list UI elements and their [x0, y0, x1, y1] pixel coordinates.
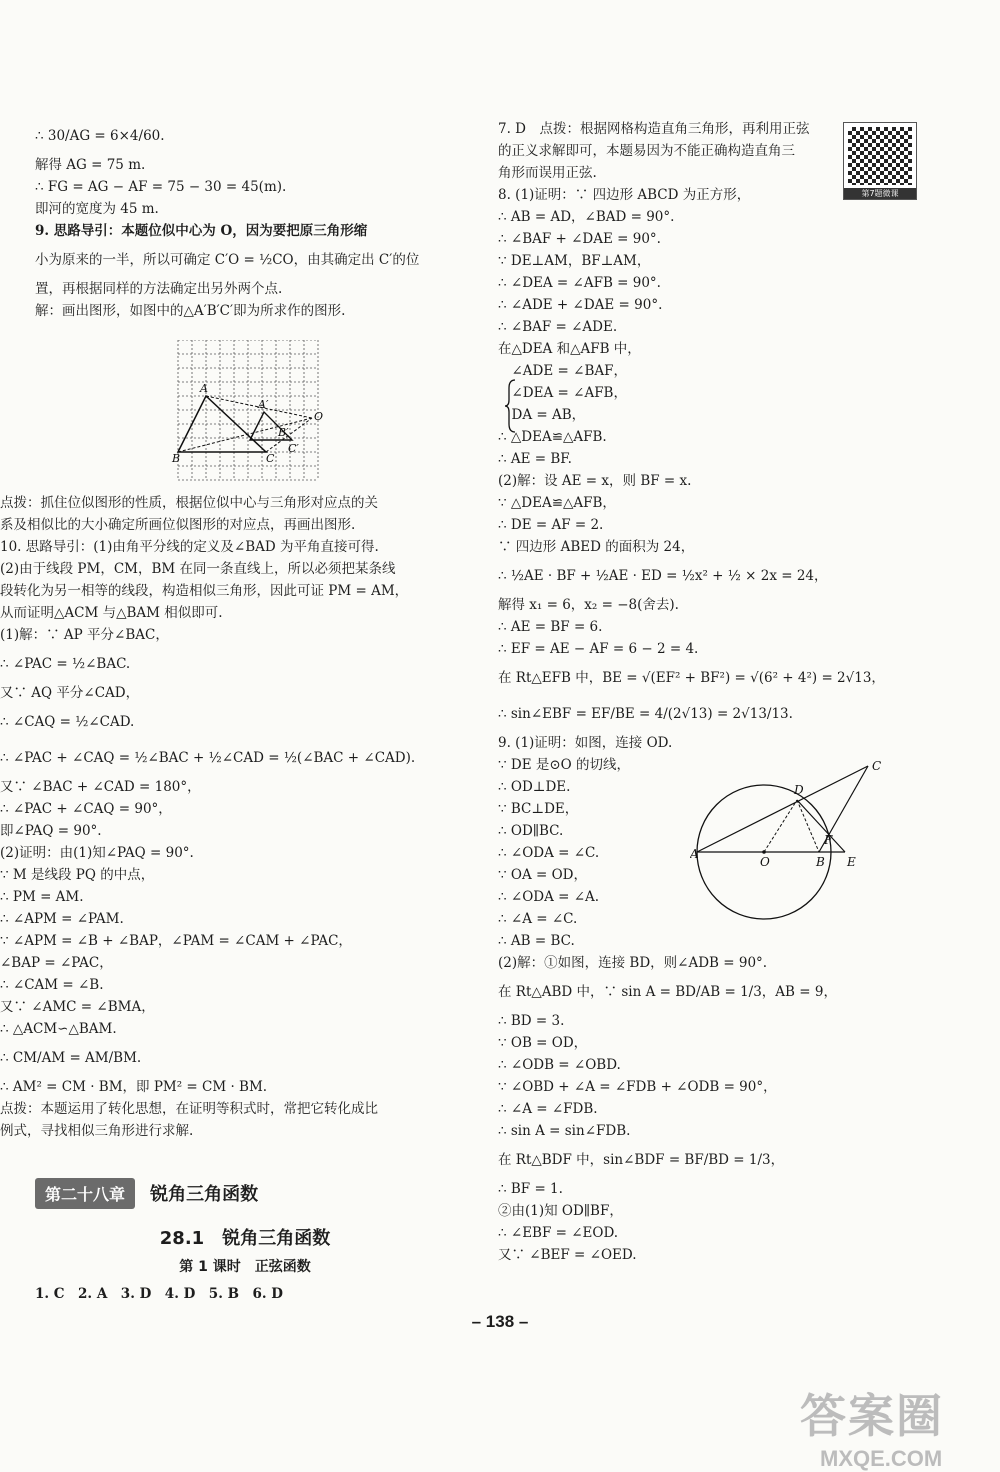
text-line: ∵ M 是线段 PQ 的中点， [0, 867, 155, 883]
text-line: 在 Rt△EFB 中，BE = √(EF² + BF²) = √(6² + 4²) = 2√13， [498, 670, 885, 686]
section-title: 28.1 锐角三角函数 [159, 1228, 331, 1249]
figure-label: F [824, 833, 833, 847]
figure-label: C [872, 760, 882, 773]
chapter-number: 第二十八章 [35, 1178, 135, 1209]
text-line: ∴ ∠BAF + ∠DAE = 90°. [498, 231, 661, 247]
text-line: ∴ ∠PAC + ∠CAQ = ½∠BAC + ½∠CAD = ½(∠BAC + ∠CAD). [0, 750, 416, 766]
watermark-logo: 答案圈 [800, 1390, 944, 1442]
text-line: 又∵ AQ 平分∠CAD， [0, 685, 140, 701]
figure-label: A [690, 847, 699, 861]
text-line: 在 Rt△ABD 中，∵ sin A = BD/AB = 1/3，AB = 9， [498, 984, 837, 1000]
text-line: ∴ PM = AM. [0, 889, 84, 905]
text-line: ∴ sin A = sin∠FDB. [498, 1123, 631, 1139]
figure-label: D [794, 783, 804, 797]
text-line: ∵ OA = OD， [498, 867, 587, 883]
text-line: 又∵ ∠BEF = ∠OED. [498, 1247, 637, 1263]
text-line: 例式，寻找相似三角形进行求解. [0, 1123, 194, 1139]
text-line: 10. 思路导引：(1)由角平分线的定义及∠BAD 为平角直接可得. [0, 539, 379, 555]
text-line: 小为原来的一半，所以可确定 C′O = ½CO，由其确定出 C′的位 [35, 252, 420, 268]
figure-label: O [314, 410, 324, 423]
text-line: ∴ ∠APM = ∠PAM. [0, 911, 124, 927]
text-line: 置，再根据同样的方法确定出另外两个点. [35, 281, 283, 297]
text-line: ∴ ∠ODA = ∠C. [498, 845, 600, 861]
text-line: ∵ 四边形 ABED 的面积为 24， [498, 539, 695, 555]
text-line: DA = AB， [498, 407, 586, 423]
qr-pattern [848, 127, 912, 185]
text-line: ∠DEA = ∠AFB， [498, 385, 627, 401]
text-line: ∴ AE = BF. [498, 451, 572, 467]
text-line: ∴ AB = BC. [498, 933, 575, 949]
text-line: 从而证明△ACM 与△BAM 相似即可. [0, 605, 223, 621]
text-line: ∴ ∠A = ∠C. [498, 911, 578, 927]
homothety-grid-figure [170, 340, 330, 490]
text-line: 解得 AG = 75 m. [35, 157, 146, 173]
text-line: 点拨：抓住位似图形的性质，根据位似中心与三角形对应点的关 [0, 495, 378, 511]
text-line: 9. 思路导引：本题位似中心为 O，因为要把原三角形缩 [35, 223, 368, 239]
text-line: 解：画出图形，如图中的△A′B′C′即为所求作的图形. [35, 303, 346, 319]
watermark [800, 1380, 944, 1472]
text-line: ∴ OD⊥DE. [498, 779, 571, 795]
text-line: ∴ 30/AG = 6×4/60. [35, 128, 165, 144]
text-line: (2)解：①如图，连接 BD，则∠ADB = 90°. [498, 955, 768, 971]
chapter-header [35, 1178, 355, 1208]
text-line: ∴ ∠ODB = ∠OBD. [498, 1057, 621, 1073]
text-line: ∵ △DEA≌△AFB， [498, 495, 616, 511]
text-line: ∴ ∠CAQ = ½∠CAD. [0, 714, 135, 730]
text-line: ∴ FG = AG − AF = 75 − 30 = 45(m). [35, 179, 287, 195]
text-line: ∴ sin∠EBF = EF/BE = 4/(2√13) = 2√13/13. [498, 706, 793, 722]
system-brace [505, 378, 517, 434]
text-line: ∴ △ACM∽△BAM. [0, 1021, 117, 1037]
text-line: ∵ DE 是⊙O 的切线， [498, 757, 631, 773]
text-line: 在 Rt△BDF 中，sin∠BDF = BF/BD = 1/3， [498, 1152, 785, 1168]
text-line: 点拨：本题运用了转化思想，在证明等积式时，常把它转化成比 [0, 1101, 378, 1117]
text-line: ∴ EF = AE − AF = 6 − 2 = 4. [498, 641, 699, 657]
figure-label: C [266, 452, 275, 465]
text-line: (2)证明：由(1)知∠PAQ = 90°. [0, 845, 194, 861]
text-line: ∠ADE = ∠BAF， [498, 363, 627, 379]
qr-caption: 第7题微课 [844, 188, 916, 199]
text-line: ∴ △DEA≌△AFB. [498, 429, 607, 445]
text-line: 系及相似比的大小确定所画位似图形的对应点，再画出图形. [0, 517, 356, 533]
text-line: ∴ DE = AF = 2. [498, 517, 604, 533]
text-line: ∴ ∠PAC = ½∠BAC. [0, 656, 131, 672]
text-line: ∴ ∠ADE + ∠DAE = 90°. [498, 297, 663, 313]
text-line: 即∠PAQ = 90°. [0, 823, 102, 839]
text-line: ∴ ∠DEA = ∠AFB = 90°. [498, 275, 661, 291]
text-line: 即河的宽度为 45 m. [35, 201, 159, 217]
text-line: 9. (1)证明：如图，连接 OD. [498, 735, 673, 751]
figure-label: E [847, 855, 856, 869]
text-line: (2)解：设 AE = x，则 BF = x. [498, 473, 692, 489]
page-number: – 138 – [471, 1312, 529, 1331]
text-line: 角形而误用正弦. [498, 165, 597, 181]
figure-label: B [172, 452, 181, 465]
text-line: ∴ CM/AM = AM/BM. [0, 1050, 142, 1066]
text-line: 8. (1)证明：∵ 四边形 ABCD 为正方形， [498, 187, 751, 203]
text-line: 解得 x₁ = 6，x₂ = −8(舍去). [498, 597, 679, 613]
text-line: 在△DEA 和△AFB 中， [498, 341, 641, 357]
answers-line: 1. C 2. A 3. D 4. D 5. B 6. D [35, 1286, 284, 1302]
left-column [35, 118, 455, 322]
watermark-url: MXQE.COM [820, 1446, 943, 1471]
right-column [498, 118, 898, 1266]
qr-code[interactable] [843, 122, 917, 200]
text-line: ∴ BF = 1. [498, 1181, 563, 1197]
text-line: (2)由于线段 PM，CM，BM 在同一条直线上，所以必须把某条线 [0, 561, 396, 577]
figure-label: C′ [288, 442, 299, 455]
text-line: ②由(1)知 OD∥BF， [498, 1203, 623, 1219]
text-line: ∴ ∠ODA = ∠A. [498, 889, 600, 905]
text-line: ∵ ∠APM = ∠B + ∠BAP，∠PAM = ∠CAM + ∠PAC， [0, 933, 352, 949]
text-line: ∴ ∠BAF = ∠ADE. [498, 319, 618, 335]
text-line: ∴ ∠A = ∠FDB. [498, 1101, 598, 1117]
lesson-title: 第 1 课时 正弦函数 [179, 1259, 311, 1275]
text-line: 的正义求解即可，本题易因为不能正确构造直角三 [498, 143, 795, 159]
figure-label: A [200, 382, 208, 395]
figure-label: B′ [278, 426, 289, 439]
text-line: ∵ ∠OBD + ∠A = ∠FDB + ∠ODB = 90°， [498, 1079, 777, 1095]
text-line: (1)解：∵ AP 平分∠BAC， [0, 627, 169, 643]
text-line: ∴ OD∥BC. [498, 823, 564, 839]
text-line: ∴ ∠EBF = ∠EOD. [498, 1225, 619, 1241]
figure-label: O [760, 855, 770, 869]
text-line: ∴ AE = BF = 6. [498, 619, 603, 635]
text-line: ∵ OB = OD， [498, 1035, 588, 1051]
text-line: ∴ AM² = CM · BM，即 PM² = CM · BM. [0, 1079, 268, 1095]
text-line: ∴ ∠CAM = ∠B. [0, 977, 104, 993]
circle-tangent-figure [690, 760, 900, 920]
text-line: ∴ ∠PAC + ∠CAQ = 90°， [0, 801, 172, 817]
text-line: 7. D 点拨：根据网格构造直角三角形，再利用正弦 [498, 121, 810, 137]
text-line: ∴ BD = 3. [498, 1013, 565, 1029]
text-line: ∴ AB = AD，∠BAD = 90°. [498, 209, 675, 225]
text-line: ∠BAP = ∠PAC， [0, 955, 113, 971]
text-line: ∵ DE⊥AM，BF⊥AM， [498, 253, 651, 269]
figure-label: B [816, 855, 825, 869]
chapter-title: 锐角三角函数 [150, 1184, 259, 1205]
text-line: 又∵ ∠AMC = ∠BMA， [0, 999, 155, 1015]
left-column-continued [0, 492, 415, 1142]
text-line: 又∵ ∠BAC + ∠CAD = 180°， [0, 779, 201, 795]
text-line: 段转化为另一相等的线段，构造相似三角形，因此可证 PM = AM， [0, 583, 409, 599]
figure-label: A′ [258, 398, 269, 411]
text-line: ∵ BC⊥DE， [498, 801, 579, 817]
text-line: ∴ ½AE · BF + ½AE · ED = ½x² + ½ × 2x = 24， [498, 568, 828, 584]
